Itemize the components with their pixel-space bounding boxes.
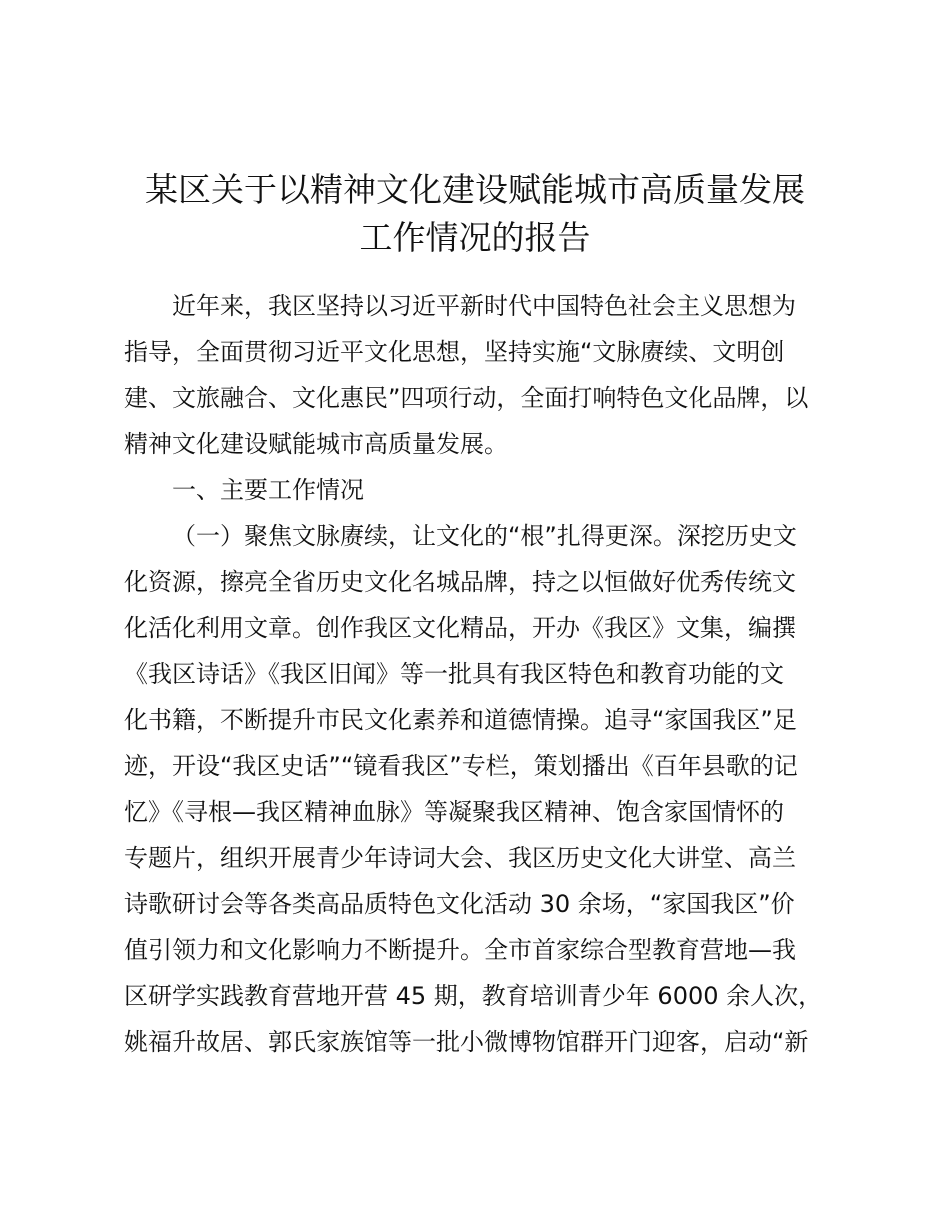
paragraph-line: 指导，全面贯彻习近平文化思想，坚持实施“文脉赓续、文明创 [124, 338, 785, 366]
title-line-2: 工作情况的报告 [359, 218, 591, 257]
paragraph-line: 精神文化建设赋能城市高质量发展。 [124, 430, 508, 458]
paragraph-line: 化活化利用文章。创作我区文化精品，开办《我区》文集，编撰 [124, 614, 796, 642]
paragraph-line: 专题片，组织开展青少年诗词大会、我区历史文化大讲堂、高兰 [124, 844, 796, 872]
paragraph-line: （一）聚焦文脉赓续，让文化的“根”扎得更深。深挖历史文 [172, 522, 797, 550]
paragraph-line: 化资源，擦亮全省历史文化名城品牌，持之以恒做好优秀传统文 [124, 568, 796, 596]
paragraph-line: 值引领力和文化影响力不断提升。全市首家综合型教育营地—我 [124, 936, 796, 964]
paragraph-line: 化书籍，不断提升市民文化素养和道德情操。追寻“家国我区”足 [124, 706, 797, 734]
section-heading: 一、主要工作情况 [172, 476, 364, 504]
paragraph-line: 迹，开设“我区史话”“镜看我区”专栏，策划播出《百年县歌的记 [124, 752, 798, 780]
document-title [110, 166, 840, 262]
paragraph-line: 建、文旅融合、文化惠民”四项行动，全面打响特色文化品牌，以 [124, 384, 809, 412]
paragraph-line: 姚福升故居、郭氏家族馆等一批小微博物馆群开门迎客，启动“新 [124, 1028, 809, 1056]
paragraph-line: 诗歌研讨会等各类高品质特色文化活动 30 余场，“家国我区”价 [124, 890, 795, 918]
paragraph-line: 区研学实践教育营地开营 45 期，教育培训青少年 6000 余人次， [124, 982, 823, 1010]
title-line-1: 某区关于以精神文化建设赋能城市高质量发展 [145, 170, 805, 209]
paragraph-line: 近年来，我区坚持以习近平新时代中国特色社会主义思想为 [172, 292, 796, 320]
document-body [124, 283, 836, 1065]
paragraph-line: 《我区诗话》《我区旧闻》等一批具有我区特色和教育功能的文 [124, 660, 784, 688]
paragraph-line: 忆》《寻根—我区精神血脉》等凝聚我区精神、饱含家国情怀的 [124, 798, 784, 826]
